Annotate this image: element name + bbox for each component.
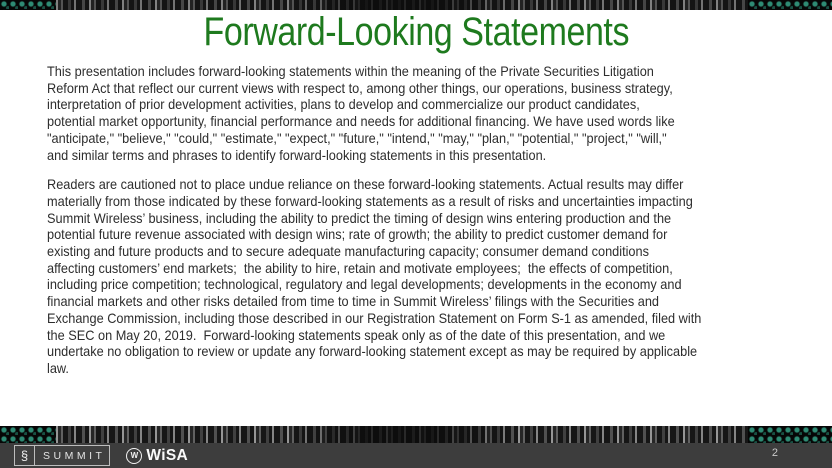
text-line: "anticipate," "believe," "could," "estimate," "expect," "future," "intend," "may," "plan," "potential," "project," "will," [47,129,667,146]
text-line: financial markets and other risks detailed from time to time in Summit Wireless’ filings with the Securities and [47,293,659,310]
text-line: potential market opportunity, financial performance and needs for additional financing. We have used words like [47,113,675,130]
footer-bar [0,443,832,468]
text-line: the SEC on May 20, 2019. Forward-looking statements speak only as of the date of this presentation, and we [47,326,666,343]
text-line: interpretation of prior development activities, plans to develop and commercialize our product candidates, [47,96,640,113]
barcode-texture [56,426,748,443]
text-line: law. [47,359,69,376]
text-line: Readers are cautioned not to place undue reliance on these forward-looking statements. Actual results may differ [47,176,684,193]
text-line: and similar terms and phrases to identify forward-looking statements in this presentation. [47,146,547,163]
bottom-circuit-strip [0,426,832,443]
text-line: undertake no obligation to review or update any forward-looking statement except as may be required by applicable [47,343,698,360]
text-line: affecting customers’ end markets; the ability to hire, retain and motivate employees; the effects of competition, [47,259,673,276]
text-line: materially from those indicated by these forward-looking statements as a result of risks and uncertainties impacting [47,192,693,209]
text-line: This presentation includes forward-looking statements within the meaning of the Private Securities Litigation [47,63,654,79]
text-line: including price competition; technological, regulatory and legal developments; developments in the economy and [47,276,682,293]
slide-body [47,63,766,390]
text-line: existing and future products and to secure adequate manufacturing capacity; consumer demand conditions [47,243,649,260]
wisa-logo-label: WiSA [146,446,188,464]
slide-title-text: Forward-Looking Statements [203,10,629,54]
slide-title [0,9,832,56]
paragraph-1 [47,63,766,163]
led-dots-left-icon [0,426,56,443]
led-dots-right-icon [748,426,832,443]
page-number: 2 [771,447,778,459]
wisa-logo [126,447,188,465]
text-line: potential future revenue associated with design wins; rate of growth; the ability to predict customer demand for [47,226,668,243]
text-line: Reform Act that reflect our current views with respect to, among other things, our operations, business strategy, [47,79,673,96]
text-line: Summit Wireless’ business, including the ability to predict the timing of design wins entering production and the [47,209,672,226]
paragraph-2 [47,176,766,376]
text-line: Exchange Commission, including those described in our Registration Statement on Form S-1 as amended, filed with [47,309,702,326]
summit-mark-icon: § [15,446,35,465]
summit-logo-label: SUMMIT [43,449,106,462]
summit-logo [14,445,110,466]
wisa-circle-w-icon: W [126,448,142,464]
